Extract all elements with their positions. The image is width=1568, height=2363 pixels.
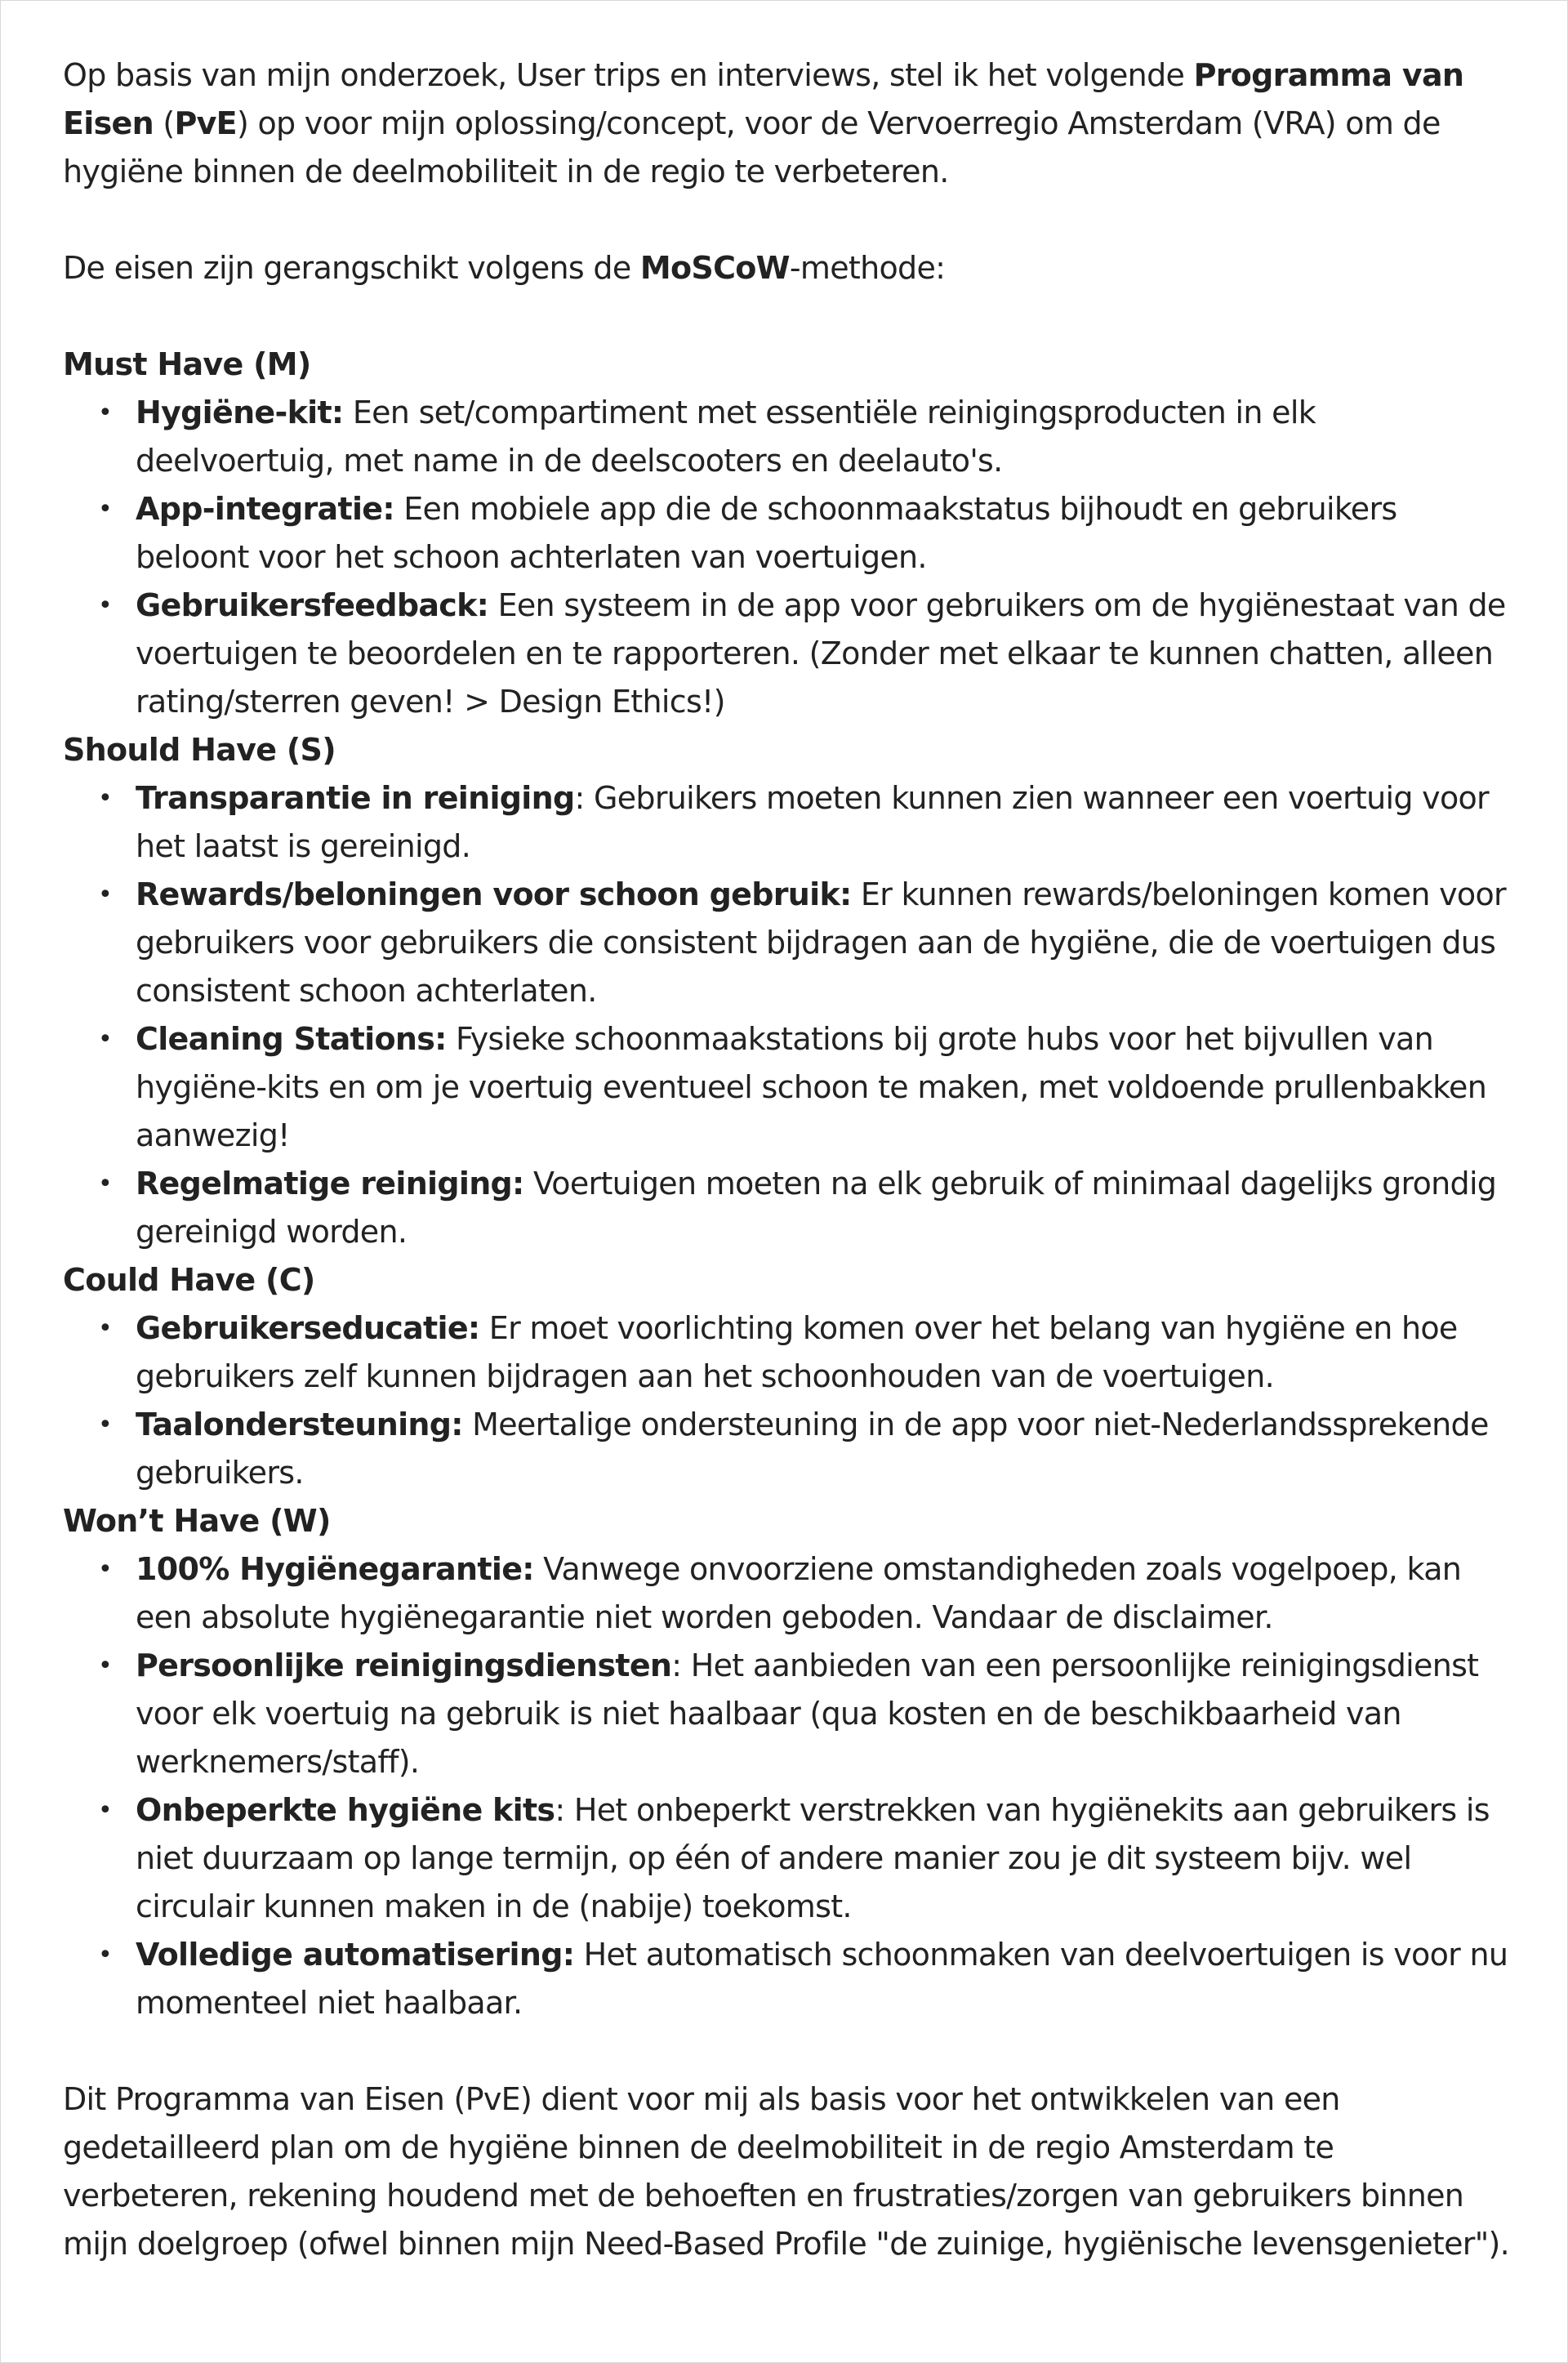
item-desc: Een mobiele app die de schoonmaakstatus bijhoudt en gebruikers beloont voor het schoon achterlaten van voertuigen. <box>136 491 1397 575</box>
item-desc: Een set/compartiment met essentiële reinigingsproducten in elk deelvoertuig, met name in de deelscooters en deelauto's. <box>136 395 1316 479</box>
item-desc: Er moet voorlichting komen over het belang van hygiëne en hoe gebruikers zelf kunnen bijdragen aan het schoonhouden van de voertuigen. <box>136 1310 1458 1394</box>
method-paragraph <box>63 244 1510 292</box>
item-term: Volledige automatisering: <box>136 1937 575 1973</box>
list-should-have <box>63 774 1510 1256</box>
section-title-could-have: Could Have (C) <box>63 1262 315 1298</box>
item-term: Hygiëne-kit: <box>136 395 344 430</box>
list-item <box>136 485 1510 582</box>
item-desc: Vanwege onvoorziene omstandigheden zoals vogelpoep, kan een absolute hygiënegarantie niet worden geboden. Vandaar de disclaimer. <box>136 1551 1462 1635</box>
item-term: Cleaning Stations: <box>136 1021 447 1057</box>
list-item <box>136 774 1510 871</box>
method-text-1: De eisen zijn gerangschikt volgens de <box>63 250 640 286</box>
list-item <box>136 1401 1510 1497</box>
item-desc: : Het aanbieden van een persoonlijke reinigingsdienst voor elk voertuig na gebruik is niet haalbaar (qua kosten en de beschikbaarheid van werknemers/staff). <box>136 1647 1479 1780</box>
method-bold-moscow: MoSCoW <box>639 250 790 286</box>
item-desc: Meertalige ondersteuning in de app voor niet-Nederlandssprekende gebruikers. <box>136 1407 1489 1491</box>
intro-paragraph <box>63 51 1510 196</box>
item-term: App-integratie: <box>136 491 394 527</box>
document-body <box>63 51 1510 2268</box>
list-could-have <box>63 1304 1510 1497</box>
item-desc: Er kunnen rewards/beloningen komen voor gebruikers voor gebruikers die consistent bijdragen aan de hygiëne, die de voertuigen dus consistent schoon achterlaten. <box>136 876 1506 1009</box>
item-term: Regelmatige reiniging: <box>136 1166 524 1202</box>
method-text-2: -methode: <box>789 250 946 286</box>
list-item <box>136 871 1510 1015</box>
item-desc: : Gebruikers moeten kunnen zien wanneer een voertuig voor het laatst is gereinigd. <box>136 780 1489 864</box>
conclusion-paragraph: Dit Programma van Eisen (PvE) dient voor mij als basis voor het ontwikkelen van een gedetailleerd plan om de hygiëne binnen de deelmobiliteit in de regio Amsterdam te verbeteren, rekening houdend met de behoeften en frustraties/zorgen van gebruikers binnen mijn doelgroep (ofwel binnen mijn Need-Based Profile "de zuinige, hygiënische levensgenieter"). <box>63 2081 1509 2262</box>
list-item <box>136 1931 1510 2027</box>
list-item <box>136 389 1510 485</box>
list-item <box>136 1304 1510 1401</box>
intro-text-1: Op basis van mijn onderzoek, User trips en interviews, stel ik het volgende <box>63 57 1194 93</box>
section-title-should-have: Should Have (S) <box>63 732 336 768</box>
list-item <box>136 1545 1510 1642</box>
item-term: Transparantie in reiniging <box>136 780 575 816</box>
item-term: Gebruikerseducatie: <box>136 1310 480 1346</box>
intro-bold-programma: Programma van Eisen <box>63 57 1464 141</box>
section-title-must-have: Must Have (M) <box>63 346 311 382</box>
intro-bold-pve: PvE <box>174 105 237 141</box>
list-item <box>136 582 1510 726</box>
item-term: Gebruikersfeedback: <box>136 587 489 623</box>
item-desc: Het automatisch schoonmaken van deelvoertuigen is voor nu momenteel niet haalbaar. <box>136 1937 1508 2021</box>
item-desc: Een systeem in de app voor gebruikers om de hygiënestaat van de voertuigen te beoordelen en te rapporteren. (Zonder met elkaar te kunnen chatten, alleen rating/sterren geven! > Design Ethics!) <box>136 587 1506 720</box>
item-term: 100% Hygiënegarantie: <box>136 1551 534 1587</box>
intro-text-2: ( <box>153 105 175 141</box>
spacer <box>63 292 1510 341</box>
list-item <box>136 1160 1510 1256</box>
list-must-have <box>63 389 1510 726</box>
item-term: Taalondersteuning: <box>136 1407 463 1442</box>
spacer <box>63 2027 1510 2075</box>
item-desc: Fysieke schoonmaakstations bij grote hubs voor het bijvullen van hygiëne-kits en om je voertuig eventueel schoon te maken, met voldoende prullenbakken aanwezig! <box>136 1021 1487 1153</box>
item-term: Onbeperkte hygiëne kits <box>136 1792 555 1828</box>
list-item <box>136 1786 1510 1931</box>
intro-text-3: ) op voor mijn oplossing/concept, voor de Vervoerregio Amsterdam (VRA) om de hygiëne binnen de deelmobiliteit in de regio te verbeteren. <box>63 105 1441 189</box>
spacer <box>63 196 1510 244</box>
list-item <box>136 1642 1510 1786</box>
item-desc: : Het onbeperkt verstrekken van hygiënekits aan gebruikers is niet duurzaam op lange termijn, op één of andere manier zou je dit systeem bijv. wel circulair kunnen maken in de (nabije) toekomst. <box>136 1792 1490 1924</box>
list-wont-have <box>63 1545 1510 2027</box>
list-item <box>136 1015 1510 1160</box>
item-desc: Voertuigen moeten na elk gebruik of minimaal dagelijks grondig gereinigd worden. <box>136 1166 1497 1250</box>
item-term: Rewards/beloningen voor schoon gebruik: <box>136 876 852 912</box>
section-title-wont-have: Won’t Have (W) <box>63 1503 331 1539</box>
item-term: Persoonlijke reinigingsdiensten <box>136 1647 672 1683</box>
